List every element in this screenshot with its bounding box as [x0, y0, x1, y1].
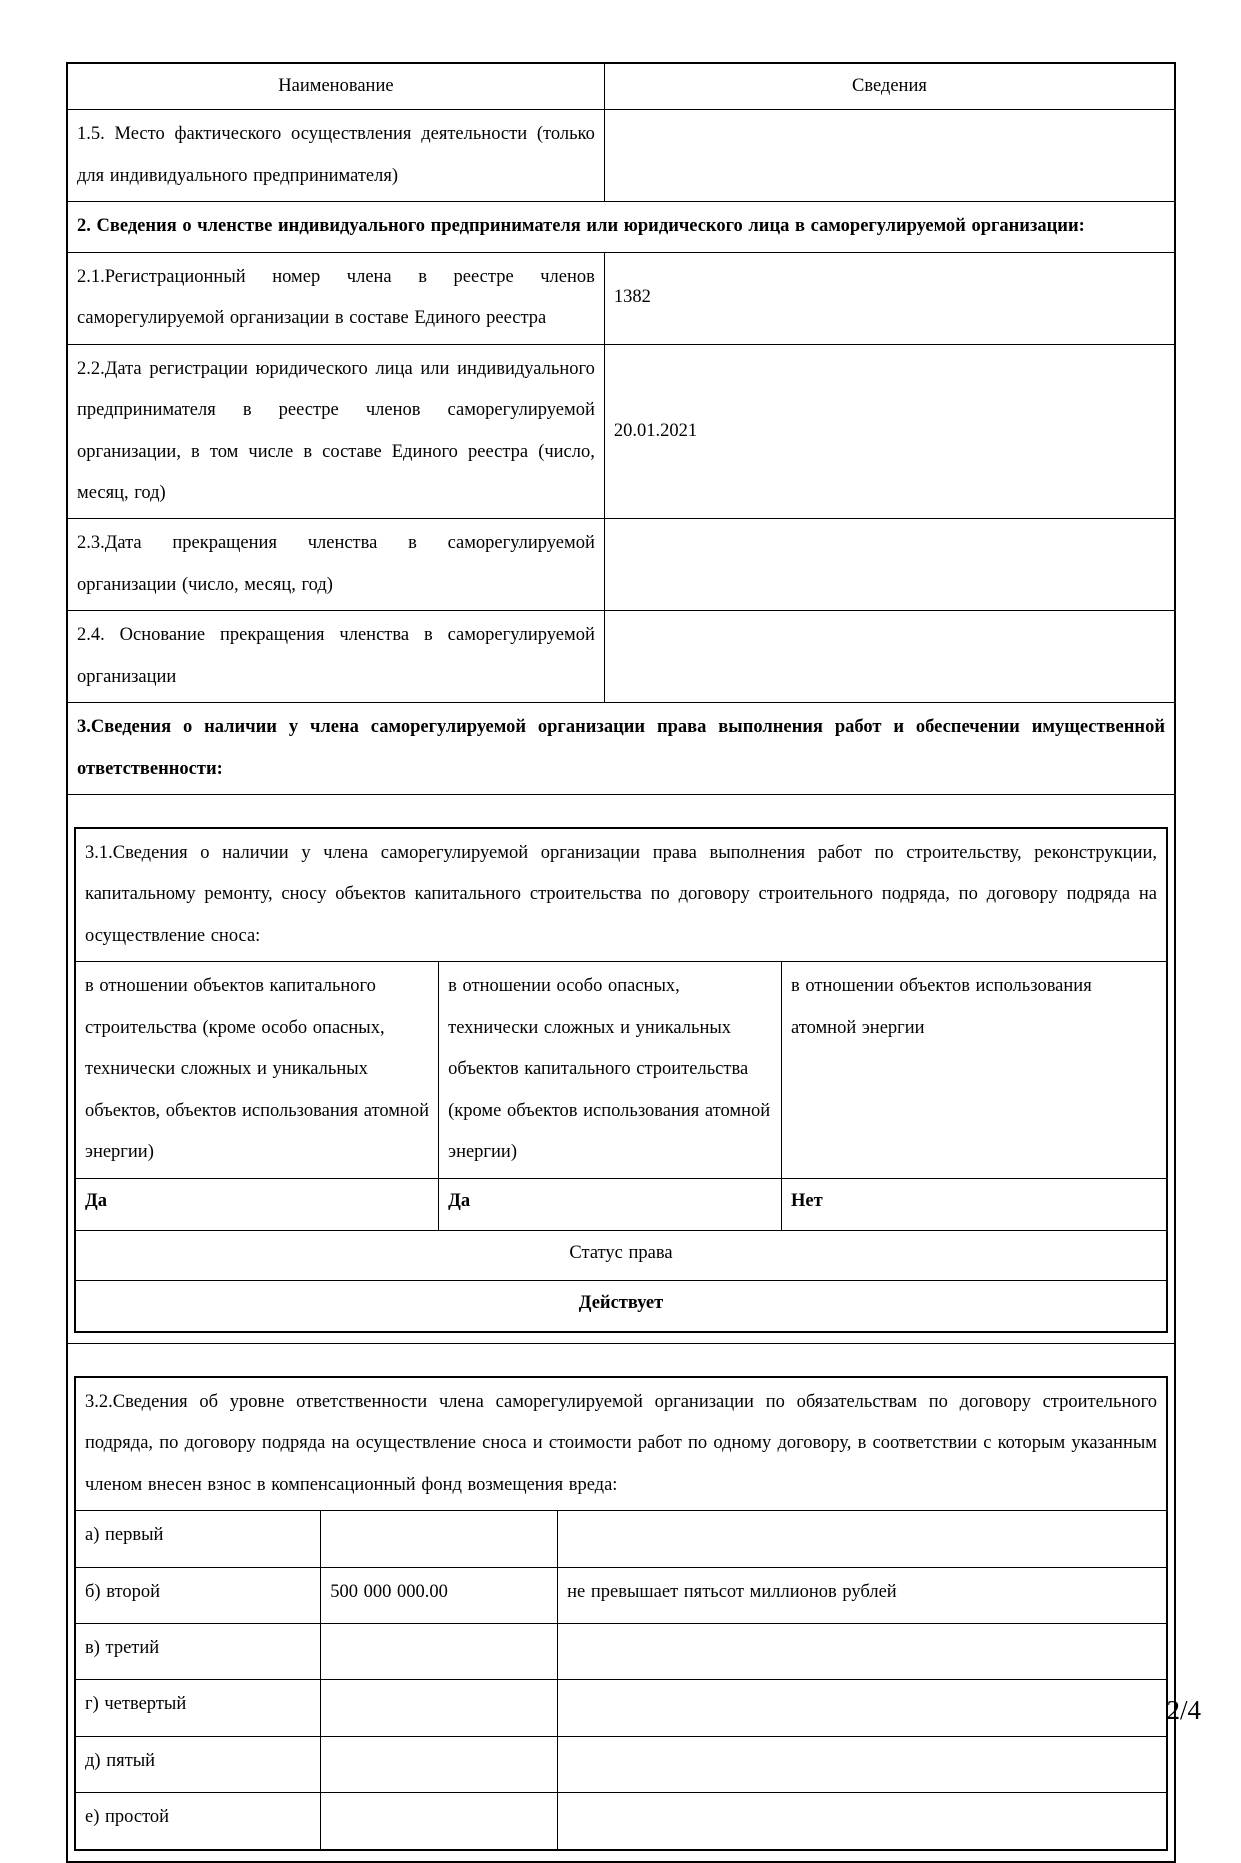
table-row — [75, 1624, 1167, 1680]
status-label: Статус права — [75, 1230, 1167, 1280]
level-amount: 500 000 000.00 — [321, 1567, 558, 1623]
table-row — [75, 1511, 1167, 1567]
row-1-5-label: 1.5. Место фактического осуществления деятельности (только для индивидуального предпринимателя) — [67, 110, 604, 202]
table-row — [75, 1567, 1167, 1623]
level-amount — [321, 1680, 558, 1736]
level-description — [558, 1680, 1167, 1736]
subtable-3-1-container — [67, 795, 1175, 1344]
level-amount — [321, 1736, 558, 1792]
level-description: не превышает пятьсот миллионов рублей — [558, 1567, 1167, 1623]
row-2-2-label: 2.2.Дата регистрации юридического лица или индивидуального предпринимателя в реестре членов саморегулируемой организации, в том числе в составе Единого реестра (число, месяц, год) — [67, 344, 604, 519]
subtable-3-1-row — [67, 795, 1175, 1344]
table-3-1-column-2: в отношении особо опасных, технически сложных и уникальных объектов капитального строительства (кроме объектов использования атомной энергии) — [439, 962, 782, 1178]
table-3-1-intro: 3.1.Сведения о наличии у члена саморегулируемой организации права выполнения работ по строительству, реконструкции, капитальному ремонту, сносу объектов капитального строительства по договору строительного подряда, по договору подряда на осуществление сноса: — [75, 828, 1167, 962]
table-3-1-answers-row — [75, 1178, 1167, 1230]
table-3-1-columns-row — [75, 962, 1167, 1178]
level-description — [558, 1624, 1167, 1680]
level-description — [558, 1511, 1167, 1567]
level-description — [558, 1793, 1167, 1850]
level-amount — [321, 1793, 558, 1850]
table-3-1-answer-2: Да — [439, 1178, 782, 1230]
table-3-1 — [74, 827, 1168, 1333]
table-3-1-column-3: в отношении объектов использования атомной энергии — [782, 962, 1168, 1178]
level-label: д) пятый — [75, 1736, 321, 1792]
table-3-1-intro-row — [75, 828, 1167, 962]
row-2-2-value: 20.01.2021 — [604, 344, 1175, 519]
section-2-title: 2. Сведения о членстве индивидуального предпринимателя или юридического лица в саморегулируемой организации: — [67, 202, 1175, 252]
level-amount — [321, 1511, 558, 1567]
level-label: а) первый — [75, 1511, 321, 1567]
section-3-title: 3.Сведения о наличии у члена саморегулируемой организации права выполнения работ и обеспечении имущественной ответственности: — [67, 703, 1175, 795]
row-2-4 — [67, 611, 1175, 703]
row-2-1 — [67, 252, 1175, 344]
subtable-3-2-row — [67, 1343, 1175, 1861]
row-2-1-value: 1382 — [604, 252, 1175, 344]
row-2-4-value — [604, 611, 1175, 703]
row-2-1-label: 2.1.Регистрационный номер члена в реестре членов саморегулируемой организации в составе Единого реестра — [67, 252, 604, 344]
status-value-row — [75, 1281, 1167, 1332]
table-3-2-intro-row — [75, 1377, 1167, 1511]
status-label-row — [75, 1230, 1167, 1280]
status-value: Действует — [75, 1281, 1167, 1332]
document-page — [66, 62, 1176, 1863]
table-3-2 — [74, 1376, 1168, 1851]
table-3-1-answer-1: Да — [75, 1178, 439, 1230]
level-label: г) четвертый — [75, 1680, 321, 1736]
row-1-5 — [67, 110, 1175, 202]
table-3-1-answer-3: Нет — [782, 1178, 1168, 1230]
table-row — [75, 1680, 1167, 1736]
table-3-1-column-1: в отношении объектов капитального строительства (кроме особо опасных, технически сложных и уникальных объектов, объектов использования атомной энергии) — [75, 962, 439, 1178]
section-2-row — [67, 202, 1175, 252]
row-2-4-label: 2.4. Основание прекращения членства в саморегулируемой организации — [67, 611, 604, 703]
header-info: Сведения — [604, 63, 1175, 110]
table-row — [75, 1793, 1167, 1850]
table-3-2-intro: 3.2.Сведения об уровне ответственности члена саморегулируемой организации по обязательствам по договору строительного подряда, по договору подряда на осуществление сноса и стоимости работ по одному договору, в соответствии с которым указанным членом внесен взнос в компенсационный фонд возмещения вреда: — [75, 1377, 1167, 1511]
row-1-5-value — [604, 110, 1175, 202]
main-table — [66, 62, 1176, 1863]
header-name: Наименование — [67, 63, 604, 110]
table-header-row — [67, 63, 1175, 110]
row-2-3 — [67, 519, 1175, 611]
section-3-row — [67, 703, 1175, 795]
level-label: в) третий — [75, 1624, 321, 1680]
row-2-2 — [67, 344, 1175, 519]
page-number: 2/4 — [1166, 1695, 1201, 1725]
row-2-3-label: 2.3.Дата прекращения членства в саморегулируемой организации (число, месяц, год) — [67, 519, 604, 611]
row-2-3-value — [604, 519, 1175, 611]
level-label: е) простой — [75, 1793, 321, 1850]
level-label: б) второй — [75, 1567, 321, 1623]
level-amount — [321, 1624, 558, 1680]
table-row — [75, 1736, 1167, 1792]
level-description — [558, 1736, 1167, 1792]
subtable-3-2-container — [67, 1343, 1175, 1861]
